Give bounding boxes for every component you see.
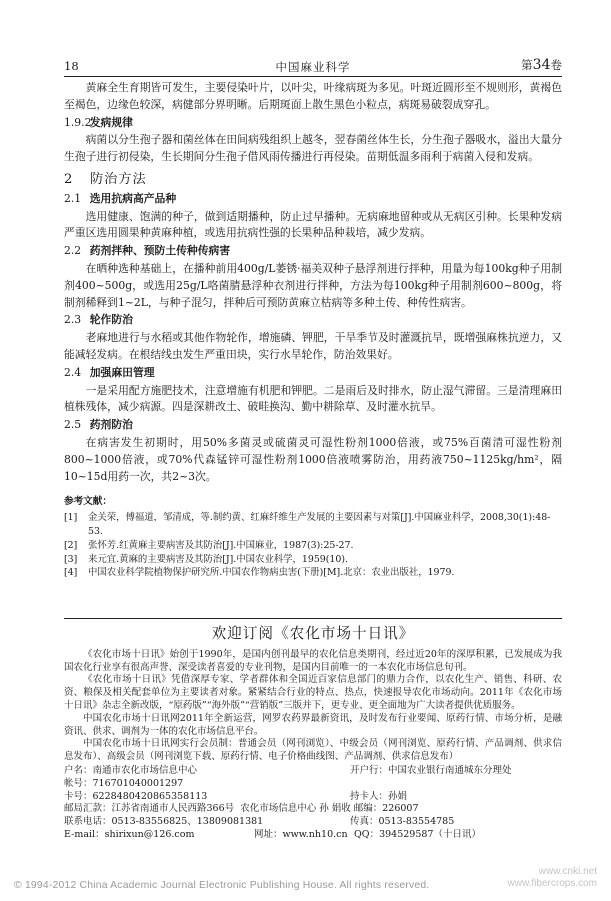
ad-title: 欢迎订阅《农化市场十日讯》 [211, 625, 415, 642]
ad-contact-info [64, 765, 562, 842]
postal-recipient: 农化市场信息中心 孙 娟收 邮编：226007 [240, 803, 419, 815]
reference-item: [3] 来元宜.黄麻的主要病害及其防治[J].中国农业科学，1959(10). [64, 553, 348, 565]
qq: QQ：394529587（十日讯） [354, 828, 481, 840]
account-name: 户名：南通市农化市场信息中心 [64, 764, 198, 776]
card-holder: 持卡人：孙娟 [350, 790, 408, 802]
website: 网址：www.nh10.cn [254, 828, 348, 840]
volume-label: 第34卷 [521, 57, 562, 73]
watermark [508, 866, 597, 890]
references-title: 参考文献： [64, 496, 112, 508]
page-number: 18 [64, 59, 79, 73]
section-2-1-paragraph: 选用健康、饱满的种子，做到适期播种，防止过早播种。无病麻地留种或从无病区引种。长果种发病严重区选用圆果种黄麻种植，或选用抗病性强的长果种品种栽培，减少发病。 [64, 209, 562, 240]
ad-paragraph-4: 中国农化市场十日讯网实行会员制：普通会员（网刊浏览）、中级会员（网刊浏览、原药行情、产品调剂、供求信息发布）、高级会员（网刊浏览下载、原药行情、电子价格曲线图、产品调剂、供求信息发布） [64, 738, 562, 763]
intro-paragraph: 黄麻全生育期皆可发生，主要侵染叶片，以叶尖，叶缘病斑为多见。叶斑近圆形至不规则形，黄褐色至褐色，边缘色较深，病健部分界明晰。后期斑面上散生黑色小粒点，病斑易破裂成穿孔。 [64, 81, 562, 111]
phone: 联系电话：0513-83556825、13809081381 [64, 816, 264, 828]
copyright-footer: © 1994-2012 China Academic Journal Electronic Publishing House. All rights reserved. [14, 880, 430, 891]
postal-address: 邮局汇款：江苏省南通市人民西路366号 [64, 803, 235, 815]
section-1-9-2-heading: 1.9.2 发病规律 [64, 115, 133, 129]
section-2-2-heading: 2.2 药剂拌种、预防土传种传病害 [64, 244, 231, 258]
ad-paragraph-1: 《农化市场十日讯》始创于1990年，是国内创刊最早的农化信息类期刊，经过近20年的深厚积累，已发展成为我国农化行业享有很高声誉、深受读者喜爱的专业刊物，是国内目前唯一的一本农化市场信息旬刊。 [64, 648, 562, 673]
section-2-4-heading: 2.4 加强麻田管理 [64, 365, 155, 379]
fax: 传真：0513-83554785 [350, 816, 455, 828]
bank-name: 开户行：中国农业银行南通城东分理处 [350, 764, 512, 776]
article-body [64, 80, 562, 580]
section-2-4-paragraph: 一是采用配方施肥技术，注意增施有机肥和钾肥。二是雨后及时排水，防止湿气滞留。三是清理麻田植株残体，减少病源。四是深耕改土、破畦换沟、勤中耕除草、及时灌水抗旱。 [64, 383, 562, 414]
account-number: 帐号：716701040001297 [64, 777, 184, 789]
page-header [64, 56, 562, 77]
section-divider [64, 618, 562, 619]
section-2-heading: 2 防治方法 [64, 171, 147, 187]
subscription-ad [64, 624, 562, 842]
card-number: 卡号：6228480420865358113 [64, 790, 208, 802]
section-2-3-heading: 2.3 轮作防治 [64, 313, 133, 327]
section-1-9-2-paragraph: 病菌以分生孢子器和菌丝体在田间病残组织上越冬，翌春菌丝体生长，分生孢子器吸水，溢出大量分生孢子进行初侵染，生长期间分生孢子借风雨传播进行再侵染。苗期低温多雨利于病菌入侵和发病。 [64, 133, 562, 164]
section-2-5-heading: 2.5 药剂防治 [64, 418, 133, 432]
section-2-5-paragraph: 在病害发生初期时，用50%多菌灵或硫菌灵可湿性粉剂1000倍液，或75%百菌清可湿性粉剂800~1000倍液，或70%代森锰锌可湿性粉剂1000倍液喷雾防治，用药液750~1125kg/hm²，隔10~15d用药一次，共2~3次。 [64, 435, 562, 483]
references [64, 495, 562, 580]
reference-item: [1] 金关荣，傅福道，邹清成，等.制约黄、红麻纤维生产发展的主要因素与对策[J].中国麻业科学，2008,30(1):48-53. [64, 512, 551, 537]
section-2-1-heading: 2.1 选用抗病高产品种 [64, 191, 177, 205]
watermark-cnki: www.cnki.net [538, 866, 597, 877]
reference-item: [4] 中国农业科学院植物保护研究所.中国农作物病虫害(下册)[M].北京：农业出版社，1979. [64, 567, 455, 579]
section-2-3-paragraph: 老麻地进行与水稻或其他作物轮作，增施磷、钾肥，干旱季节及时灌溉抗旱，既增强麻株抗逆力，又能减轻发病。在根结线虫发生严重田块，实行水旱轮作，防治效果好。 [64, 331, 562, 361]
ad-paragraph-2: 《农化市场十日讯》凭借深厚专家、学者群体和全国近百家信息部门的鼎力合作，以农化生产、销售、科研、农资、粮保及相关配套单位为主要读者对象。紧紧结合行业的特点、热点，快速报导农化市场动向。2011年《农化市场十日讯》杂志全新改版，“原药版”“海外版”“营销版”三版并下，更专业、更全面地为广大读者提供优质服务。 [64, 674, 562, 711]
ad-paragraph-3: 中国农化市场十日讯网2011年全新运营，网罗农药界最新资讯，及时发布行业要闻、原药行情、市场分析，是融资讯、供求、调剂为一体的农化市场信息平台。 [64, 712, 562, 737]
watermark-fibercrops: www.fibercrops.com [507, 878, 597, 889]
journal-title: 中国麻业科学 [275, 60, 351, 74]
email: E-mail：shirixun@126.com [64, 828, 195, 840]
section-2-2-paragraph: 在晒种选种基础上，在播种前用400g/L萎锈·福美双种子悬浮剂进行拌种，用量为每100kg种子用制剂400~500g，或选用25g/L咯菌腈悬浮种衣剂进行拌种，方法为每100kg种子用制剂600~800g，将制剂稀释到1~2L，与种子混匀，拌种后可预防黄麻立枯病等多种土传、种传性病害。 [64, 261, 562, 309]
reference-item: [2] 张怀芳.红黄麻主要病害及其防治[J].中国麻业，1987(3):25-27. [64, 539, 354, 551]
